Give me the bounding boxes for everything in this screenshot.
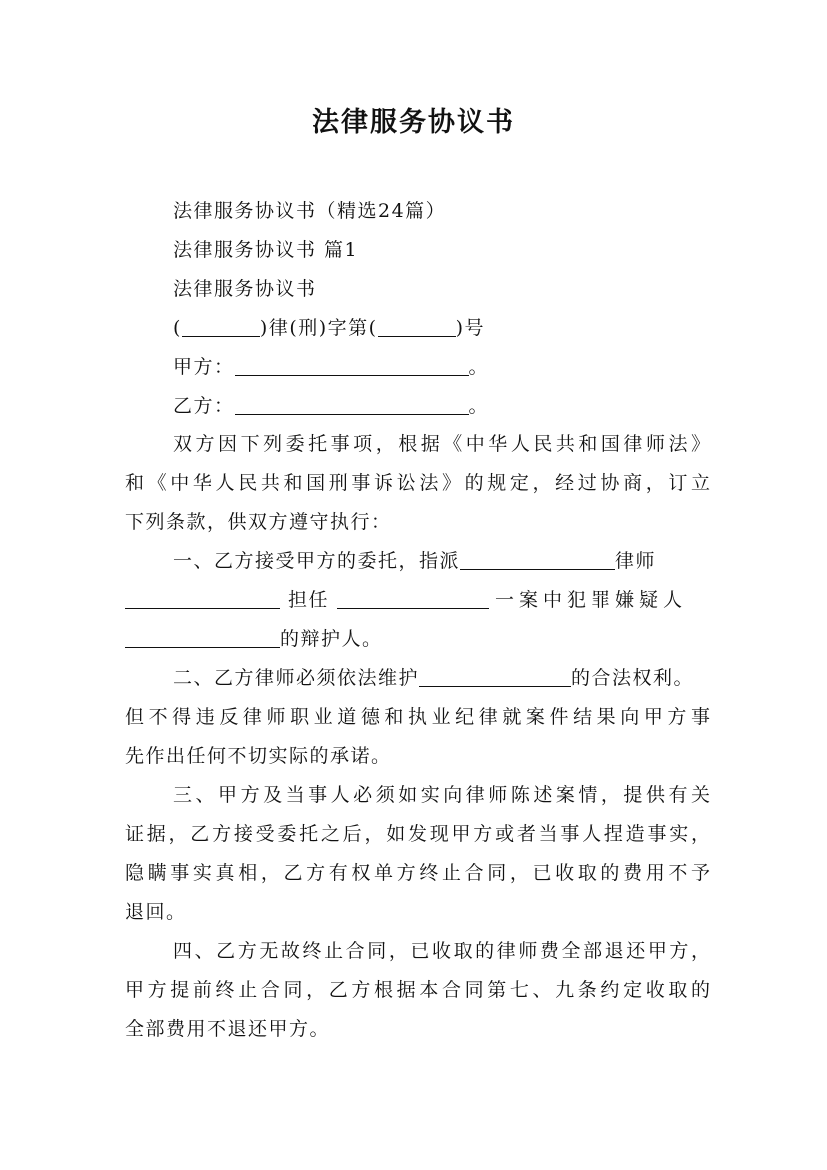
clause-4-line-2: 甲方提前终止合同，乙方根据本合同第七、九条约定收取的 <box>125 979 710 1001</box>
clause-1-text-b: 律师 <box>615 550 657 572</box>
agreement-heading: 法律服务协议书 <box>173 278 317 300</box>
preamble-line-3: 下列条款，供双方遵守执行： <box>125 511 392 533</box>
party-b-blank <box>235 395 469 415</box>
case-year-blank <box>182 317 260 337</box>
case-number-end: )号 <box>455 317 485 339</box>
clause-1-text-a: 一、乙方接受甲方的委托，指派 <box>173 550 461 572</box>
case-seq-blank <box>378 317 456 337</box>
clause-2-line-2: 但不得违反律师职业道德和执业纪律就案件结果向甲方事 <box>125 706 710 728</box>
preamble-line-1: 双方因下列委托事项，根据《中华人民共和国律师法》 <box>173 433 710 455</box>
lawyer-name-blank-2 <box>125 589 280 609</box>
chapter-heading: 法律服务协议书 篇1 <box>173 239 359 261</box>
party-b-label: 乙方： <box>173 395 235 417</box>
party-a-blank <box>235 356 469 376</box>
case-number-mid: )律(刑)字第( <box>259 317 378 339</box>
client-name-blank <box>419 667 571 687</box>
clause-3-line-3: 隐瞒事实真相，乙方有权单方终止合同，已收取的费用不予 <box>125 862 710 884</box>
party-a-line <box>173 354 710 380</box>
clause-2-text-a: 二、乙方律师必须依法维护 <box>173 667 420 689</box>
collection-title: 法律服务协议书（精选24篇） <box>173 200 447 222</box>
clause-4-line-1: 四、乙方无故终止合同，已收取的律师费全部退还甲方， <box>173 940 710 962</box>
clause-3-line-4: 退回。 <box>125 901 187 923</box>
clause-4-line-3: 全部费用不退还甲方。 <box>125 1018 331 1040</box>
clause-1-line-1 <box>173 548 710 574</box>
clause-2-text-b: 的合法权利。 <box>571 667 695 689</box>
clause-3-line-1: 三、甲方及当事人必须如实向律师陈述案情，提供有关 <box>173 784 710 806</box>
clause-1-line-3 <box>125 626 710 652</box>
party-b-line <box>173 393 710 419</box>
clause-3-line-2: 证据，乙方接受委托之后，如发现甲方或者当事人捏造事实， <box>125 823 710 845</box>
party-a-end: 。 <box>468 356 490 378</box>
lawyer-name-blank <box>460 550 615 570</box>
clause-1-text-e: 的辩护人。 <box>280 628 383 650</box>
clause-2-line-3: 先作出任何不切实际的承诺。 <box>125 745 392 767</box>
case-number-open: ( <box>173 317 182 339</box>
document-title: 法律服务协议书 <box>312 107 515 138</box>
party-b-end: 。 <box>468 395 490 417</box>
clause-1-text-c: 担任 <box>288 589 330 611</box>
clause-2-line-1 <box>173 665 710 691</box>
clause-1-line-2 <box>125 587 710 613</box>
case-name-blank <box>337 589 489 609</box>
preamble-line-2: 和《中华人民共和国刑事诉讼法》的规定，经过协商，订立 <box>125 472 710 494</box>
case-number-line <box>173 315 710 341</box>
clause-1-text-d: 一案中犯罪嫌疑人 <box>495 589 688 611</box>
party-a-label: 甲方： <box>173 356 235 378</box>
suspect-name-blank <box>125 628 280 648</box>
